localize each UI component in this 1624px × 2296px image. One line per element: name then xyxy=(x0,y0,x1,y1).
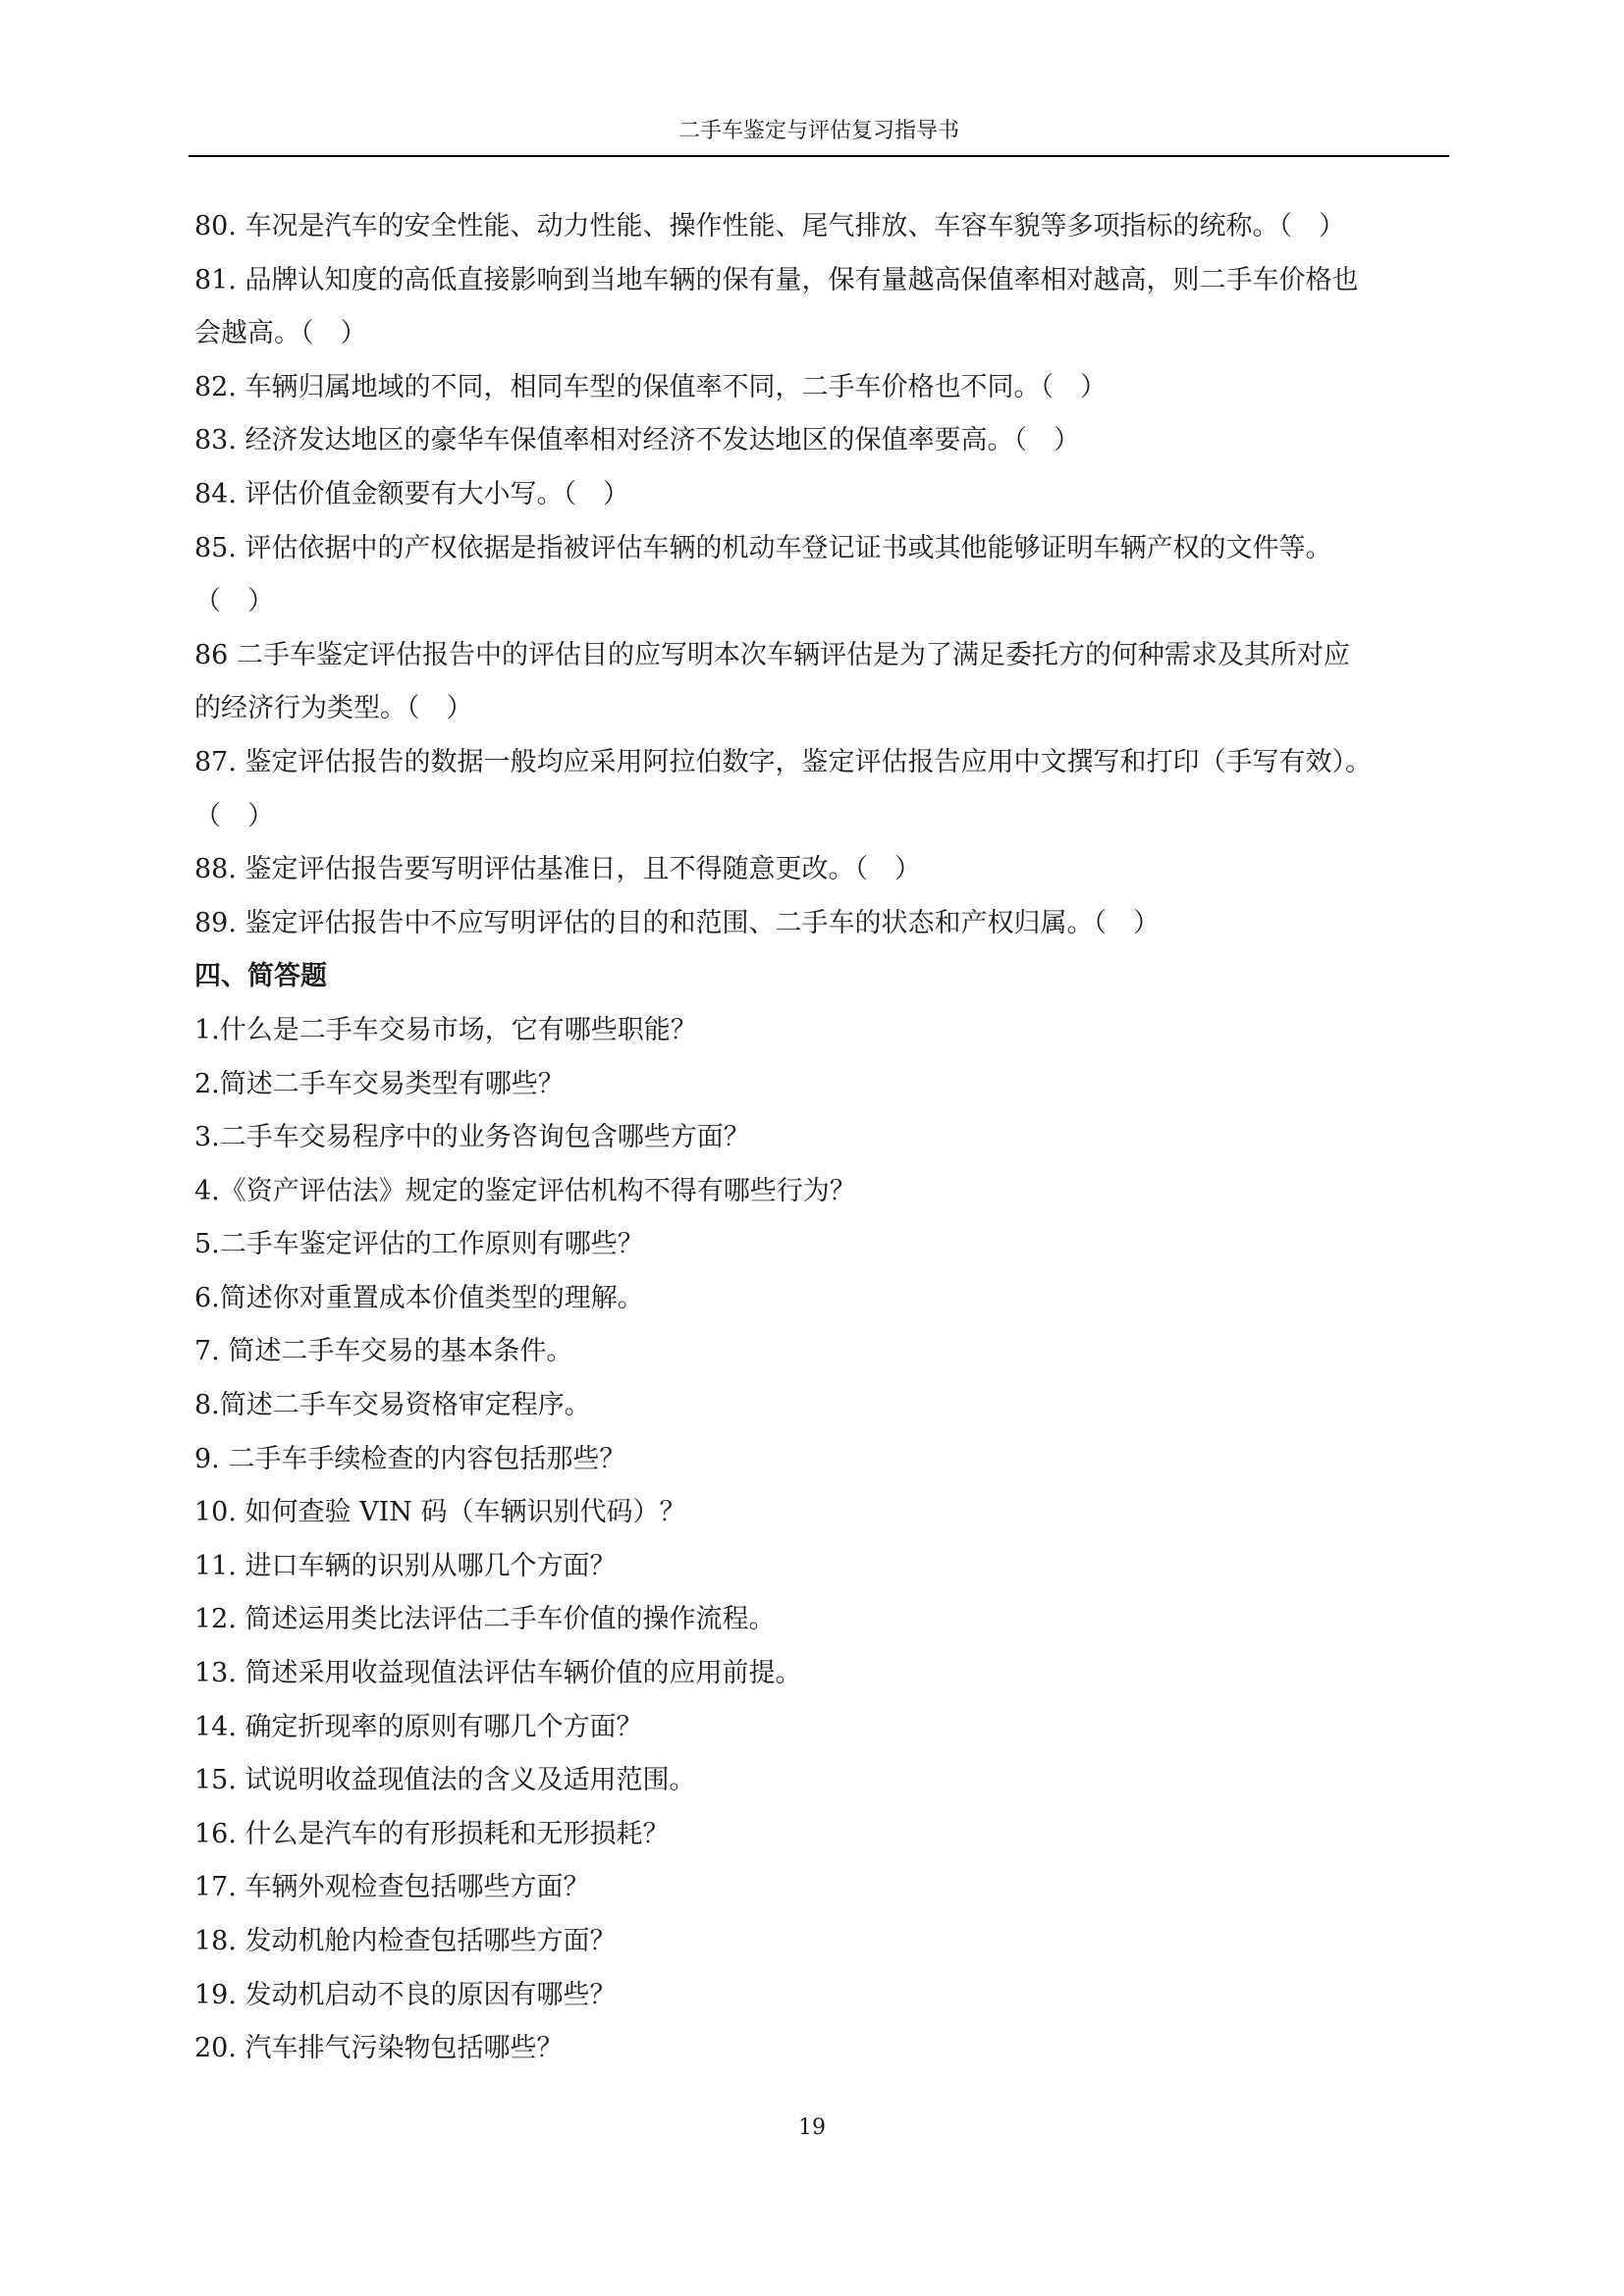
question-line: 81. 品牌认知度的高低直接影响到当地车辆的保有量，保有量越高保值率相对越高，则二手车价格也 xyxy=(194,264,1359,295)
short-answer-question-list xyxy=(194,1004,1449,2076)
question-item xyxy=(194,736,1449,843)
question-item xyxy=(194,414,1449,468)
short-answer-item: 16. 什么是汽车的有形损耗和无形损耗？ xyxy=(194,1818,670,1849)
short-answer-item: 8.简述二手车交易资格审定程序。 xyxy=(194,1390,591,1421)
question-line: 84. 评估价值金额要有大小写。（ ） xyxy=(194,478,630,509)
question-item xyxy=(194,468,1449,522)
question-line: （ ） xyxy=(194,586,274,617)
page-content xyxy=(194,200,1449,2076)
short-answer-item: 2.简述二手车交易类型有哪些？ xyxy=(194,1068,565,1099)
short-answer-item: 17. 车辆外观检查包括哪些方面？ xyxy=(194,1872,590,1903)
short-answer-item: 3.二手车交易程序中的业务咨询包含哪些方面？ xyxy=(194,1122,750,1153)
question-item xyxy=(194,522,1449,629)
short-answer-item: 7. 简述二手车交易的基本条件。 xyxy=(194,1336,573,1367)
short-answer-item: 1.什么是二手车交易市场，它有哪些职能？ xyxy=(194,1014,697,1045)
short-answer-item: 13. 简述采用收益现值法评估车辆价值的应用前提。 xyxy=(194,1658,802,1689)
question-item xyxy=(194,843,1449,897)
question-line: 85. 评估依据中的产权依据是指被评估车辆的机动车登记证书或其他能够证明车辆产权的文件等。 xyxy=(194,532,1332,563)
question-line: 87. 鉴定评估报告的数据一般均应采用阿拉伯数字，鉴定评估报告应用中文撰写和打印（手写有效）。 xyxy=(194,746,1373,777)
question-item xyxy=(194,254,1449,361)
question-line: 89. 鉴定评估报告中不应写明评估的目的和范围、二手车的状态和产权归属。（ ） xyxy=(194,907,1161,938)
question-line: 80. 车况是汽车的安全性能、动力性能、操作性能、尾气排放、车容车貌等多项指标的统称。（ ） xyxy=(194,211,1346,241)
short-answer-item: 19. 发动机启动不良的原因有哪些？ xyxy=(194,1979,617,2010)
question-line: 83. 经济发达地区的豪华车保值率相对经济不发达地区的保值率要高。（ ） xyxy=(194,425,1081,456)
question-line: 的经济行为类型。（ ） xyxy=(194,693,473,724)
question-line: 82. 车辆归属地域的不同，相同车型的保值率不同，二手车价格也不同。（ ） xyxy=(194,371,1108,402)
page-number: 19 xyxy=(798,2115,826,2140)
question-line: 88. 鉴定评估报告要写明评估基准日，且不得随意更改。（ ） xyxy=(194,854,922,885)
short-answer-item: 5.二手车鉴定评估的工作原则有哪些？ xyxy=(194,1229,644,1260)
question-line: 会越高。（ ） xyxy=(194,318,367,349)
short-answer-item: 4.《资产评估法》规定的鉴定评估机构不得有哪些行为？ xyxy=(194,1175,856,1206)
question-line: 86 二手车鉴定评估报告中的评估目的应写明本次车辆评估是为了满足委托方的何种需求及其所对应 xyxy=(194,639,1350,670)
section-heading: 四、简答题 xyxy=(194,961,327,992)
short-answer-item: 20. 汽车排气污染物包括哪些？ xyxy=(194,2033,564,2064)
question-item xyxy=(194,629,1449,736)
short-answer-item: 14. 确定折现率的原则有哪几个方面？ xyxy=(194,1711,643,1742)
question-item xyxy=(194,361,1449,415)
short-answer-item: 15. 试说明收益现值法的含义及适用范围。 xyxy=(194,1765,696,1796)
question-item xyxy=(194,200,1449,254)
running-header xyxy=(189,112,1449,157)
short-answer-item: 10. 如何查验 VIN 码（车辆识别代码）？ xyxy=(194,1497,686,1528)
question-item xyxy=(194,897,1449,951)
short-answer-item: 6.简述你对重置成本价值类型的理解。 xyxy=(194,1282,644,1313)
short-answer-item: 18. 发动机舱内检查包括哪些方面？ xyxy=(194,1926,617,1956)
header-title: 二手车鉴定与评估复习指导书 xyxy=(677,119,959,143)
question-line: （ ） xyxy=(194,800,274,831)
short-answer-item: 12. 简述运用类比法评估二手车价值的操作流程。 xyxy=(194,1604,776,1635)
short-answer-item: 9. 二手车手续检查的内容包括那些？ xyxy=(194,1443,626,1474)
judgment-question-list xyxy=(194,200,1449,950)
short-answer-item: 11. 进口车辆的识别从哪几个方面？ xyxy=(194,1550,617,1581)
